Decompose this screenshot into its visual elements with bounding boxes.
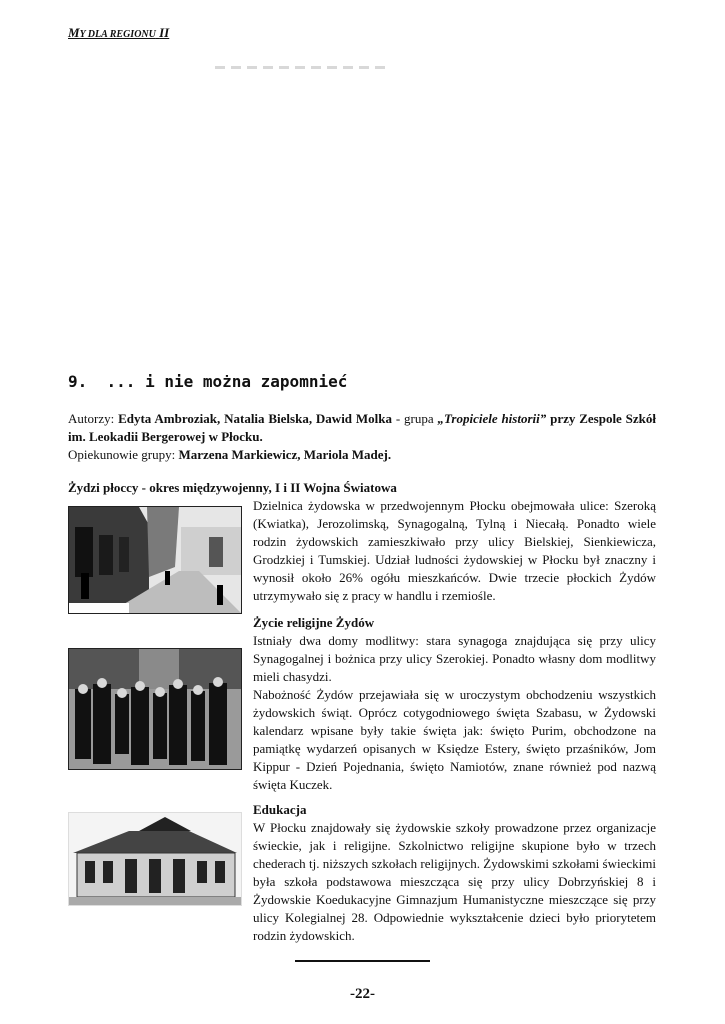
authors-names: Edyta Ambroziak, Natalia Bielska, Dawid Molka: [118, 411, 392, 426]
faint-scan-artifact: [215, 66, 387, 69]
header-numeral: II: [159, 25, 170, 40]
paragraph-religion-2: Nabożność Żydów przejawiała się w uroczystym obchodzeniu wszystkich żydowskich świąt. Oprócz cotygodniowego święta Szabasu, w Żydowski kalendarz wpisane były takie święta jak: święto Purim, obchodzone na pamiątkę wydarzeń opisanych w Księdze Estery, święto przaśników, Jom Kippur - Dzień Pojednania, święto Namiotów, znane również pod nazwą święta Kuczek.: [253, 687, 656, 792]
section-text-religion: [253, 614, 656, 794]
section-text-jews: [253, 497, 656, 605]
school-name: przy Zespole Szkół im. Leokadii Bergerowej w Płocku.: [68, 411, 657, 444]
paragraph-jews: Dzielnica żydowska w przedwojennym Płocku obejmowała ulice: Szeroką (Kwiatka), Jerozolimską, Synagogalną, Tylną i Niecałą. Ponadto wiele rodzin żydowskich zamieszkiwało przy ulicy Bielskiej, Sienkiewicza, Grodzkiej i Tumskiej. Udział ludności żydowskiej w Płocku był znaczny i wynosił około 26% ogółu mieszkańców. Dwie trzecie płockich Żydów utrzymywało się z pracy w handlu i rzemiośle.: [253, 498, 656, 603]
authors-label: Autorzy:: [68, 411, 115, 426]
header-text: Y DLA REGIONU: [79, 29, 156, 40]
crowd-photo: [68, 648, 242, 770]
section-text-education: [253, 801, 656, 945]
page-number: -22-: [350, 986, 375, 1002]
section-title-jews: Żydzi płoccy - okres międzywojenny, I i II Wojna Światowa: [68, 480, 397, 495]
chapter-title: 9. ... i nie można zapomnieć: [68, 372, 348, 391]
paragraph-education: W Płocku znajdowały się żydowskie szkoły prowadzone przez organizacje świeckie, jak i religijne. Szkolnictwo religijne skupione było w trzech chederach tj. niższych szkołach religijnych. Żydowskimi szkołami świeckimi była szkoła podstawowa mieszcząca się przy ulicy Dobrzyńskiej 8 i Żydowskie Koedukacyjne Gimnazjum Humanistyczne mieszczące się przy ulicy Kolegialnej 28. Odpowiednie wykształcenie dzieci było priorytetem rodzin żydowskich.: [253, 820, 656, 943]
authors-block: [68, 410, 656, 464]
street-photo: [68, 506, 242, 614]
header-initial: M: [68, 25, 80, 40]
footer-rule: [295, 960, 430, 962]
guardians-label: Opiekunowie grupy:: [68, 447, 176, 462]
running-header: [68, 25, 169, 41]
guardians-names: Marzena Markiewicz, Mariola Madej.: [175, 447, 392, 462]
group-name: „Tropiciele historii”: [437, 411, 547, 426]
group-prefix: - grupa: [392, 411, 438, 426]
section-title-education: Edukacja: [253, 802, 307, 817]
school-building-photo: [68, 812, 242, 906]
paragraph-religion-1: Istniały dwa domy modlitwy: stara synagoga znajdująca się przy ulicy Synagogalnej i bożnica przy ulicy Szerokiej. Ponadto własny dom modlitwy mieli chasydzi.: [253, 633, 656, 684]
section-title-religion: Życie religijne Żydów: [253, 615, 375, 630]
